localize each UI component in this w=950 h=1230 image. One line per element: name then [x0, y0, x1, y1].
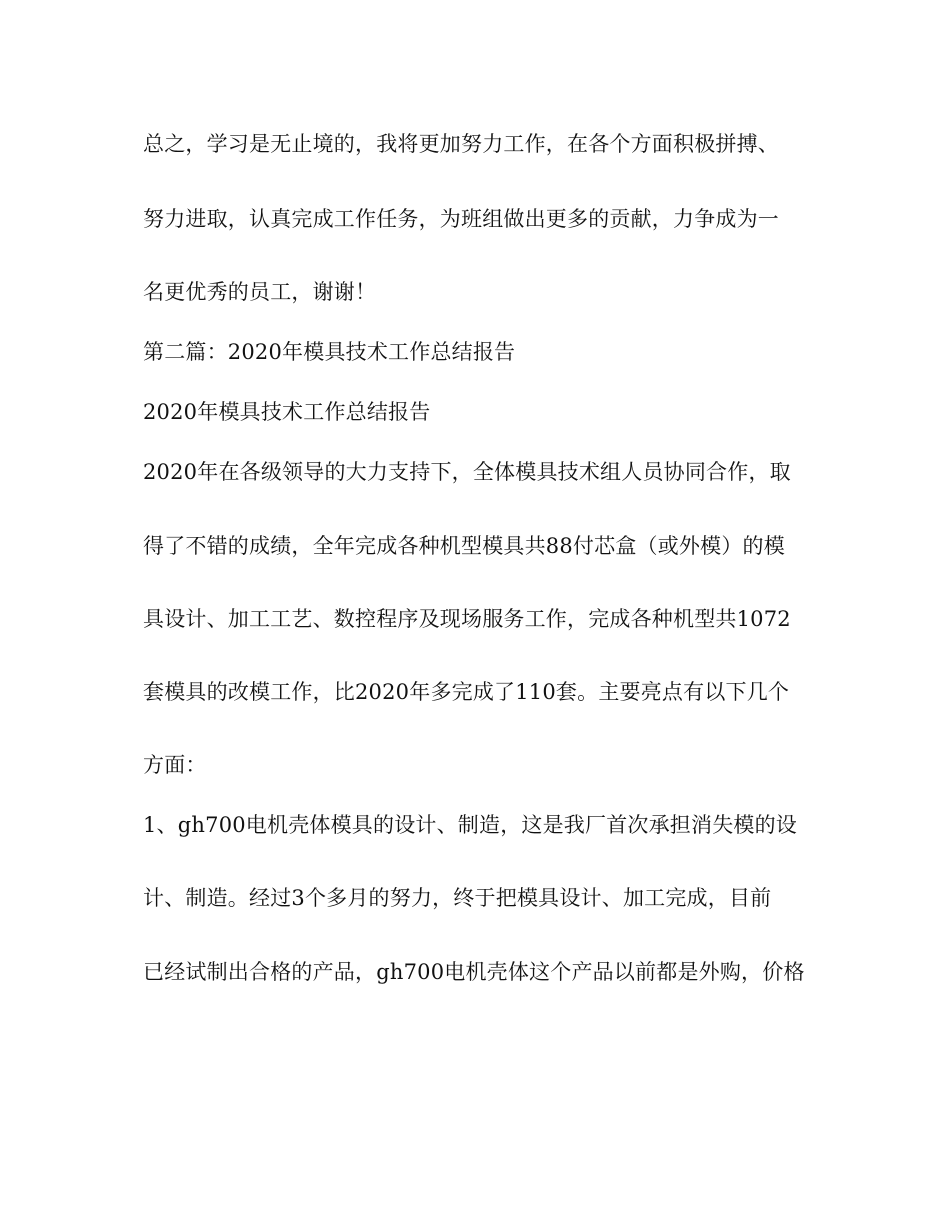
text-line: 1、gh700电机壳体模具的设计、制造，这是我厂首次承担消失模的设	[143, 813, 798, 837]
text-line: 2020年在各级领导的大力支持下，全体模具技术组人员协同合作，取	[143, 460, 791, 484]
report-title: 2020年模具技术工作总结报告	[143, 400, 431, 424]
text-line: 得了不错的成绩，全年完成各种机型模具共88付芯盒（或外模）的模	[143, 534, 785, 558]
text-line: 已经试制出合格的产品，gh700电机壳体这个产品以前都是外购，价格	[143, 960, 805, 984]
text-line: 计、制造。经过3个多月的努力，终于把模具设计、加工完成，目前	[143, 886, 772, 910]
text-line: 总之，学习是无止境的，我将更加努力工作，在各个方面积极拼搏、	[143, 132, 779, 156]
text-line: 方面：	[143, 753, 207, 777]
text-line: 名更优秀的员工，谢谢！	[143, 280, 377, 304]
text-line: 套模具的改模工作，比2020年多完成了110套。主要亮点有以下几个	[143, 680, 790, 704]
text-line: 努力进取，认真完成工作任务，为班组做出更多的贡献，力争成为一	[143, 207, 779, 231]
section-heading: 第二篇：2020年模具技术工作总结报告	[143, 340, 516, 364]
text-line: 具设计、加工工艺、数控程序及现场服务工作，完成各种机型共1072	[143, 607, 791, 631]
